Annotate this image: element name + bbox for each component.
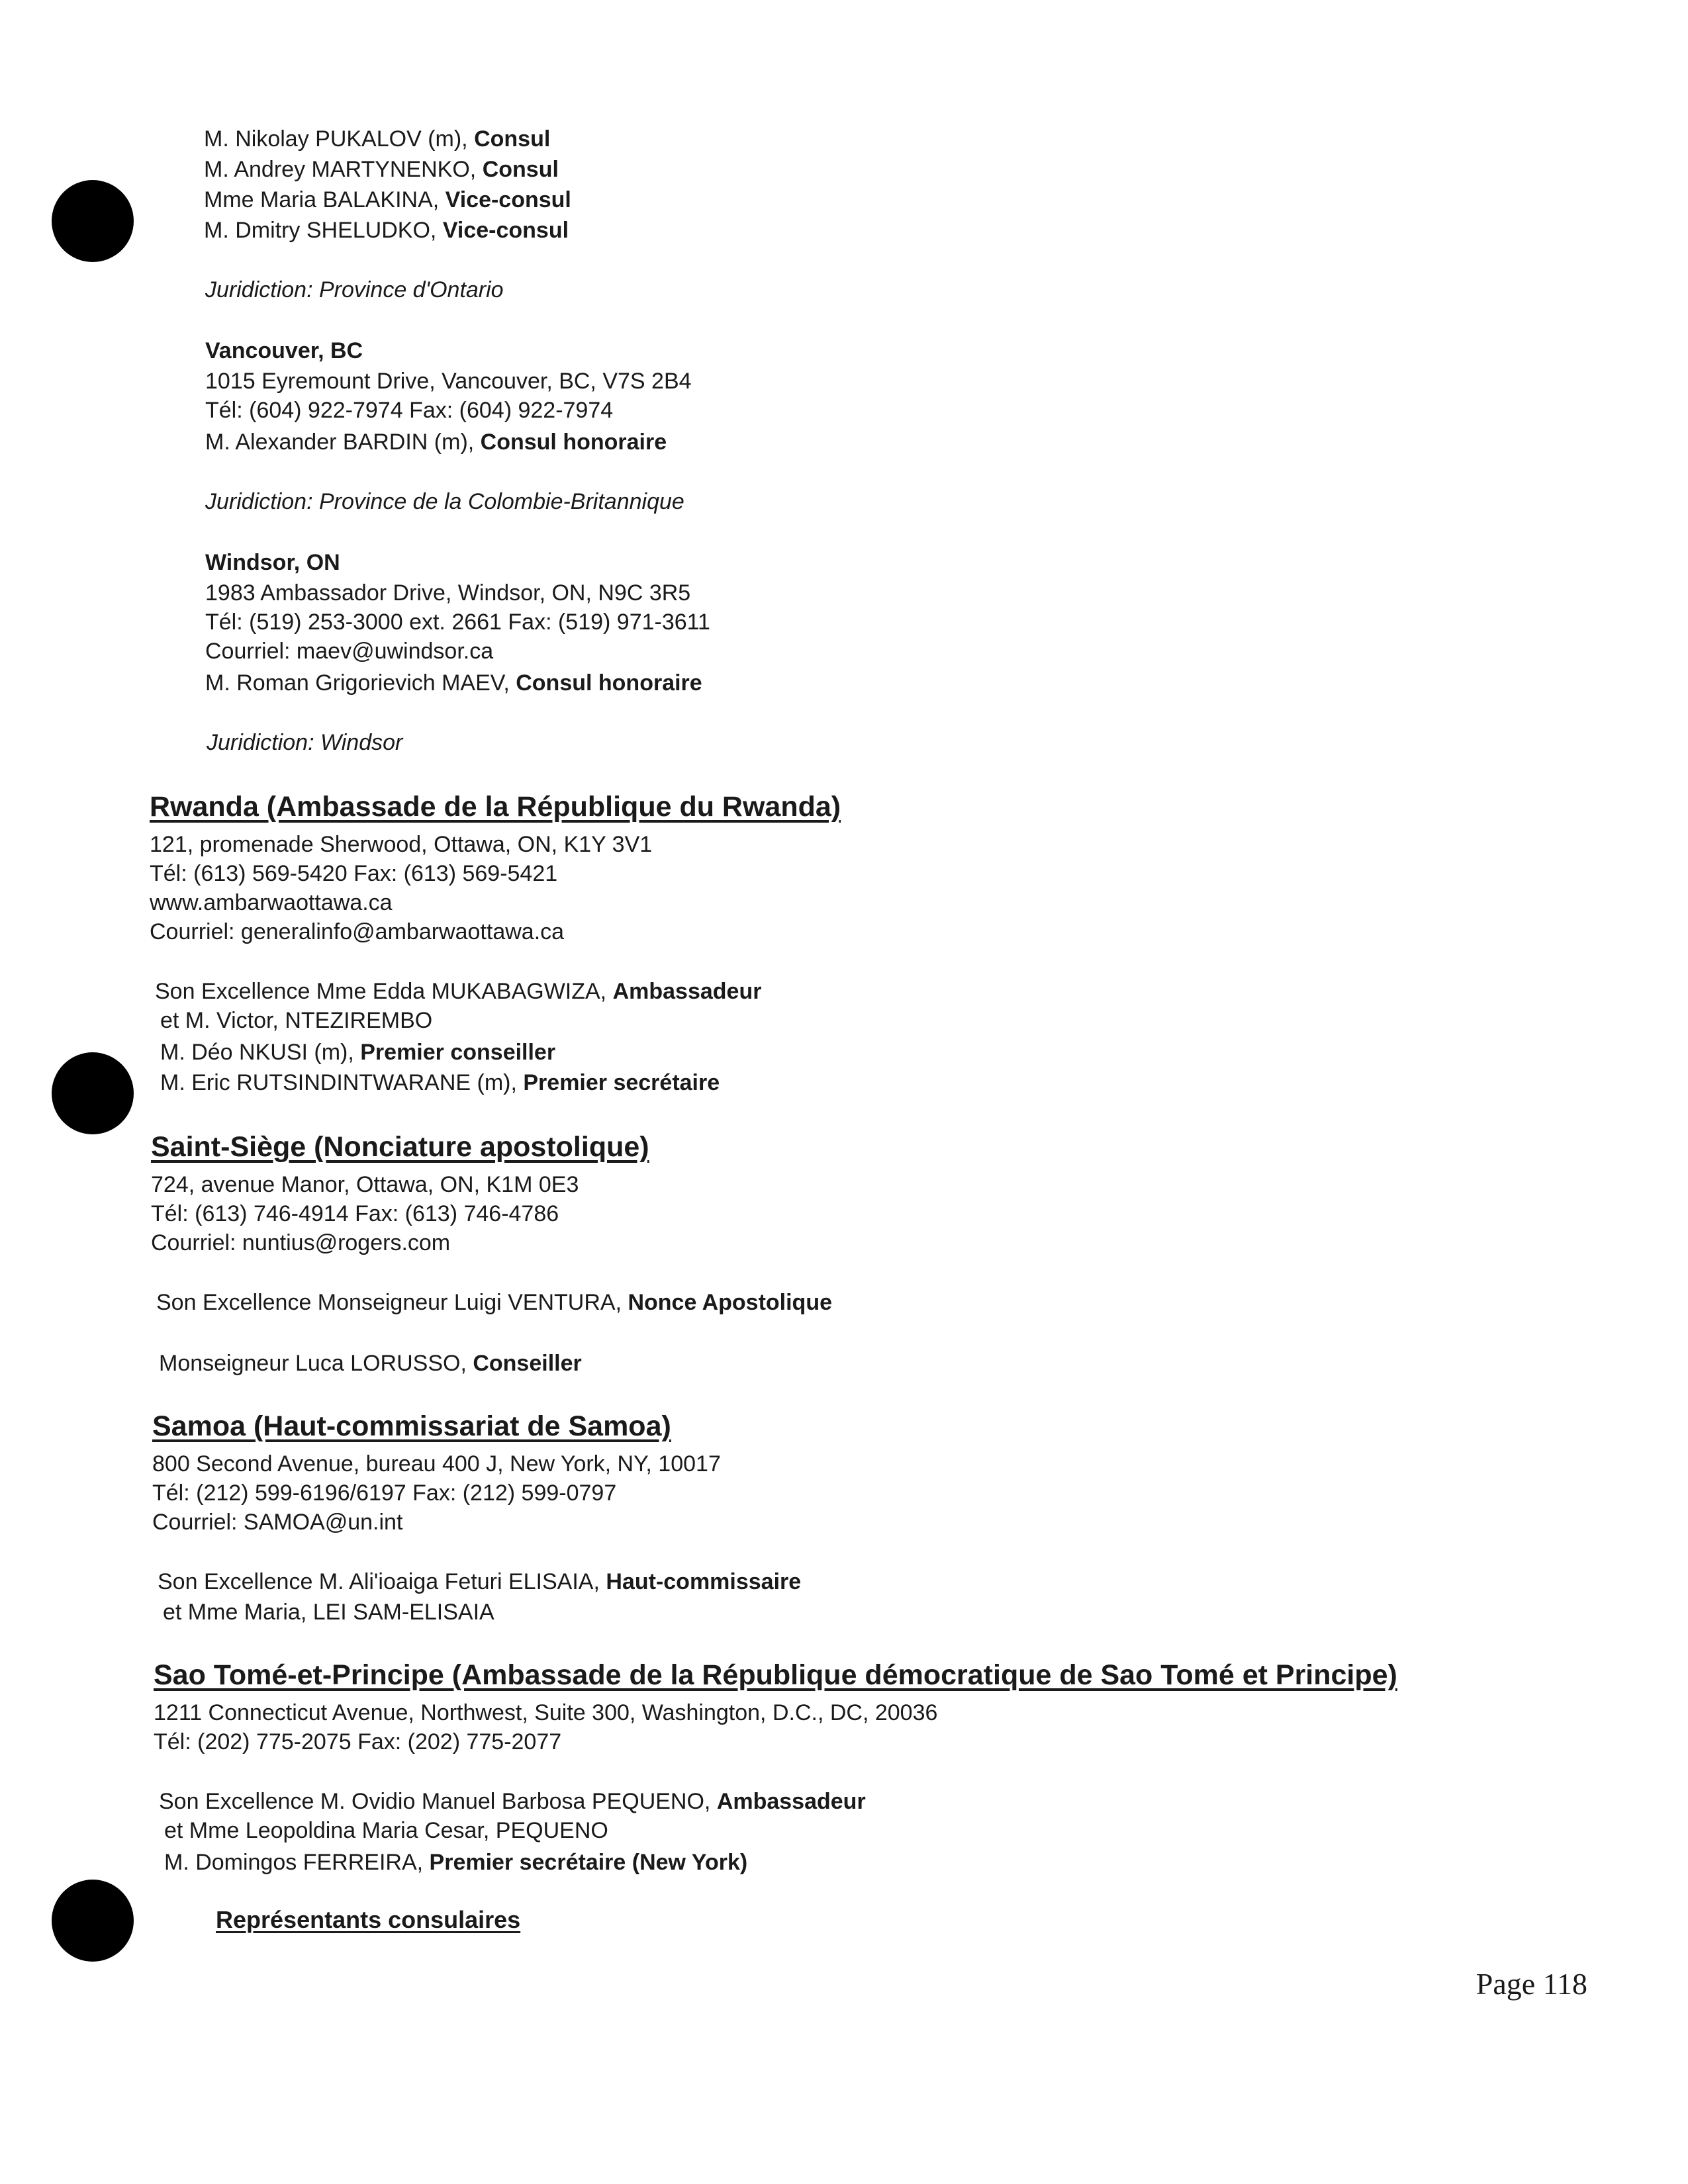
official-name: M. Eric RUTSINDINTWARANE (m), bbox=[160, 1070, 524, 1095]
address-text: 724, avenue Manor, Ottawa, ON, K1M 0E3 bbox=[151, 1172, 579, 1197]
official-line bbox=[205, 670, 702, 696]
official-line bbox=[159, 1350, 582, 1377]
official-name: M. Déo NKUSI (m), bbox=[160, 1040, 361, 1065]
official-name: Son Excellence M. Ovidio Manuel Barbosa PEQUENO, bbox=[159, 1789, 717, 1814]
official-name: Son Excellence M. Ali'ioaiga Feturi ELISAIA, bbox=[158, 1569, 606, 1594]
email-text: Courriel: generalinfo@ambarwaottawa.ca bbox=[150, 919, 565, 944]
phone-fax-text: Tél: (613) 746-4914 Fax: (613) 746-4786 bbox=[151, 1201, 559, 1226]
spouse-text: et Mme Leopoldina Maria Cesar, PEQUENO bbox=[164, 1818, 608, 1843]
official-title: Consul bbox=[474, 126, 551, 152]
official-line bbox=[160, 1039, 555, 1066]
address-text: 800 Second Avenue, bureau 400 J, New York, NY, 10017 bbox=[152, 1451, 721, 1477]
section-heading-samoa: Samoa (Haut-commissariat de Samoa) bbox=[152, 1410, 671, 1442]
spouse-text: et M. Victor, NTEZIREMBO bbox=[160, 1008, 433, 1033]
email-text: Courriel: SAMOA@un.int bbox=[152, 1510, 403, 1535]
phone-fax-text: Tél: (604) 922-7974 Fax: (604) 922-7974 bbox=[205, 398, 614, 423]
official-line bbox=[158, 1569, 801, 1595]
official-name: M. Roman Grigorievich MAEV, bbox=[205, 670, 516, 696]
official-line bbox=[204, 126, 550, 152]
official-line bbox=[164, 1849, 747, 1876]
official-name: Mme Maria BALAKINA, bbox=[204, 187, 445, 212]
page-number: Page 118 bbox=[1476, 1967, 1587, 2001]
phone-fax-text: Tél: (212) 599-6196/6197 Fax: (212) 599-0797 bbox=[152, 1480, 617, 1506]
address-text: 121, promenade Sherwood, Ottawa, ON, K1Y 3V1 bbox=[150, 832, 653, 857]
official-line bbox=[204, 156, 559, 183]
section-heading-rwanda: Rwanda (Ambassade de la République du Rwanda) bbox=[150, 791, 841, 823]
official-line bbox=[205, 429, 667, 455]
official-title: Premier secrétaire bbox=[523, 1070, 720, 1095]
binder-hole-middle bbox=[52, 1052, 134, 1134]
website-text: www.ambarwaottawa.ca bbox=[150, 890, 393, 915]
official-name: Son Excellence Mme Edda MUKABAGWIZA, bbox=[155, 979, 613, 1004]
jurisdiction-text: Juridiction: Province de la Colombie-Britannique bbox=[205, 489, 684, 514]
official-line bbox=[159, 1788, 866, 1815]
official-title: Consul bbox=[482, 157, 559, 182]
section-heading-sao-tome: Sao Tomé-et-Principe (Ambassade de la République démocratique de Sao Tomé et Principe) bbox=[154, 1659, 1397, 1691]
official-name: M. Nikolay PUKALOV (m), bbox=[204, 126, 475, 152]
official-title: Conseiller bbox=[473, 1351, 582, 1376]
jurisdiction-text: Juridiction: Windsor bbox=[207, 730, 403, 755]
spouse-text: et Mme Maria, LEI SAM-ELISAIA bbox=[163, 1600, 494, 1625]
phone-fax-text: Tél: (519) 253-3000 ext. 2661 Fax: (519) 971-3611 bbox=[205, 610, 710, 635]
official-title: Ambassadeur bbox=[612, 979, 762, 1004]
phone-fax-text: Tél: (202) 775-2075 Fax: (202) 775-2077 bbox=[154, 1729, 562, 1754]
official-title: Nonce Apostolique bbox=[628, 1290, 832, 1315]
official-name: M. Andrey MARTYNENKO, bbox=[204, 157, 483, 182]
city-heading-windsor: Windsor, ON bbox=[205, 550, 340, 575]
phone-fax-text: Tél: (613) 569-5420 Fax: (613) 569-5421 bbox=[150, 861, 558, 886]
official-line bbox=[160, 1069, 720, 1096]
official-name: M. Alexander BARDIN (m), bbox=[205, 430, 481, 455]
official-name: Son Excellence Monseigneur Luigi VENTURA, bbox=[156, 1290, 628, 1315]
official-title: Vice-consul bbox=[442, 218, 569, 243]
official-title: Ambassadeur bbox=[716, 1789, 866, 1814]
official-line bbox=[204, 217, 569, 244]
jurisdiction-text: Juridiction: Province d'Ontario bbox=[205, 277, 504, 302]
official-line bbox=[204, 187, 571, 213]
email-text: Courriel: maev@uwindsor.ca bbox=[205, 639, 494, 664]
official-name: Monseigneur Luca LORUSSO, bbox=[159, 1351, 473, 1376]
address-text: 1015 Eyremount Drive, Vancouver, BC, V7S 2B4 bbox=[205, 369, 692, 394]
city-heading-vancouver: Vancouver, BC bbox=[205, 338, 363, 363]
official-name: M. Domingos FERREIRA, bbox=[164, 1850, 430, 1875]
official-line bbox=[155, 978, 761, 1005]
binder-hole-top bbox=[52, 180, 134, 262]
official-title: Vice-consul bbox=[445, 187, 571, 212]
email-text: Courriel: nuntius@rogers.com bbox=[151, 1230, 451, 1255]
official-title: Premier conseiller bbox=[360, 1040, 556, 1065]
official-title: Consul honoraire bbox=[516, 670, 702, 696]
section-heading-holy-see: Saint-Siège (Nonciature apostolique) bbox=[151, 1131, 649, 1163]
address-text: 1211 Connecticut Avenue, Northwest, Suite 300, Washington, D.C., DC, 20036 bbox=[154, 1700, 938, 1725]
binder-hole-bottom bbox=[52, 1880, 134, 1962]
official-title: Haut-commissaire bbox=[606, 1569, 802, 1594]
address-text: 1983 Ambassador Drive, Windsor, ON, N9C 3R5 bbox=[205, 580, 691, 606]
consular-representatives-heading: Représentants consulaires bbox=[216, 1906, 521, 1933]
official-line bbox=[156, 1289, 832, 1316]
official-title: Premier secrétaire (New York) bbox=[429, 1850, 748, 1875]
official-title: Consul honoraire bbox=[480, 430, 667, 455]
official-name: M. Dmitry SHELUDKO, bbox=[204, 218, 443, 243]
